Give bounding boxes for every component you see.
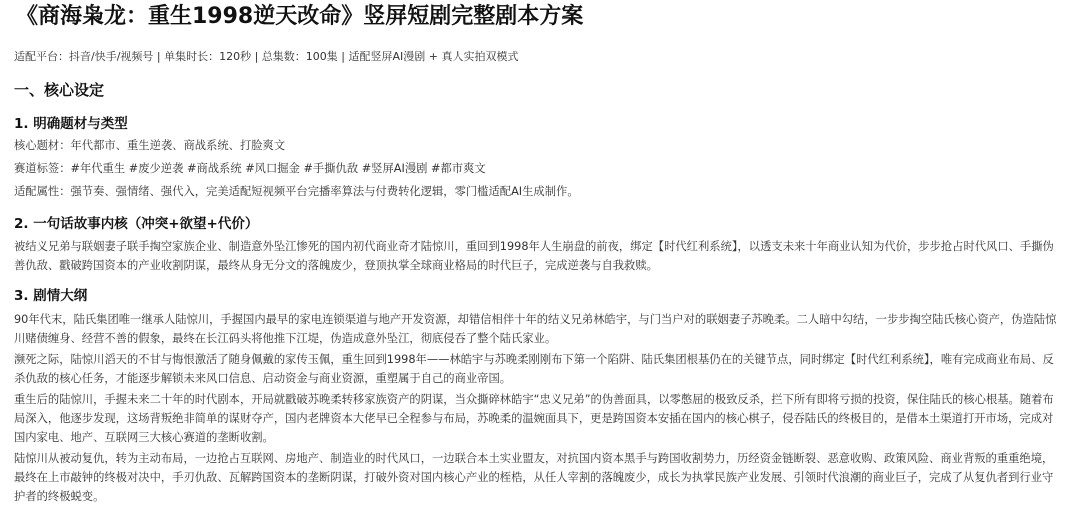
meta-line: 适配平台：抖音/快手/视频号 | 单集时长：120秒 | 总集数：100集 | 适配竖屏AI漫剧 + 真人实拍双模式 bbox=[14, 50, 519, 63]
subsection-heading-genre: 1. 明确题材与类型 bbox=[14, 116, 128, 132]
outline-paragraph: 90年代末，陆氏集团唯一继承人陆惊川，手握国内最早的家电连锁渠道与地产开发资源，却错信相伴十年的结义兄弟林皓宇，与门当户对的联姻妻子苏晚柔。二人暗中勾结，一步步掏空陆氏核心资产，伪造陆惊川赌债缠身、经营不善的假象，最终在长江码头将他推下江堤，伪造成意外坠江，彻底侵吞了整个陆氏家业。 bbox=[14, 313, 1057, 345]
genre-attributes: 适配属性：强节奏、强情绪、强代入，完美适配短视频平台完播率算法与付费转化逻辑，零门槛适配AI生成制作。 bbox=[14, 185, 579, 198]
section-heading-core-settings: 一、核心设定 bbox=[14, 81, 105, 99]
subsection-heading-outline: 3. 剧情大纲 bbox=[14, 288, 88, 304]
outline-paragraph: 濒死之际，陆惊川滔天的不甘与悔恨激活了随身佩戴的家传玉佩，重生回到1998年——林皓宇与苏晚柔刚刚布下第一个陷阱、陆氏集团根基仍在的关键节点，同时绑定【时代红利系统】，唯有完成商业布局、反杀仇敌的核心任务，才能逐步解锁未来风口信息、启动资金与商业资源，重塑属于自己的商业帝国。 bbox=[14, 353, 1054, 385]
story-core-paragraph: 被结义兄弟与联姻妻子联手掏空家族企业、制造意外坠江惨死的国内初代商业奇才陆惊川，重回到1998年人生崩盘的前夜，绑定【时代红利系统】，以透支未来十年商业认知为代价，步步抢占时代风口、手撕伪善仇敌、戳破跨国资本的产业收割阴谋，最终从身无分文的落魄废少，登顶执掌全球商业格局的时代巨子，完成逆袭与自我救赎。 bbox=[14, 240, 1054, 272]
genre-track-tags: 赛道标签：#年代重生 #废少逆袭 #商战系统 #风口掘金 #手撕仇敌 #竖屏AI漫剧 #都市爽文 bbox=[14, 162, 486, 175]
subsection-heading-story-core: 2. 一句话故事内核（冲突+欲望+代价） bbox=[14, 216, 259, 232]
document-title: 《商海枭龙：重生1998逆天改命》竖屏短剧完整剧本方案 bbox=[16, 4, 584, 29]
genre-core-theme: 核心题材：年代都市、重生逆袭、商战系统、打脸爽文 bbox=[14, 139, 286, 152]
outline-paragraph: 重生后的陆惊川，手握未来二十年的时代剧本，开局就戳破苏晚柔转移家族资产的阴谋，当众撕碎林皓宇“忠义兄弟”的伪善面具，以零憋屈的极致反杀，拦下所有即将亏损的投资，保住陆氏的核心根基。随着布局深入，他逐步发现，这场背叛绝非简单的谋财夺产，国内老牌资本大佬早已全程参与布局，苏晚柔的温婉面具下，更是跨国资本安插在国内的核心棋子，侵吞陆氏的终极目的，是借本土渠道打开市场，完成对国内家电、地产、互联网三大核心赛道的垄断收割。 bbox=[14, 393, 1054, 444]
outline-paragraph: 陆惊川从被动复仇，转为主动布局，一边抢占互联网、房地产、制造业的时代风口，一边联合本土实业盟友，对抗国内资本黑手与跨国收割势力，历经资金链断裂、恶意收购、政策风险、商业背叛的重重绝境，最终在上市敲钟的终极对决中，手刃仇敌、瓦解跨国资本的垄断阴谋，打破外资对国内核心产业的桎梏，从任人宰割的落魄废少，成长为执掌民族产业发展、引领时代浪潮的商业巨子，完成了从复仇者到行业守护者的终极蜕变。 bbox=[14, 452, 1054, 503]
